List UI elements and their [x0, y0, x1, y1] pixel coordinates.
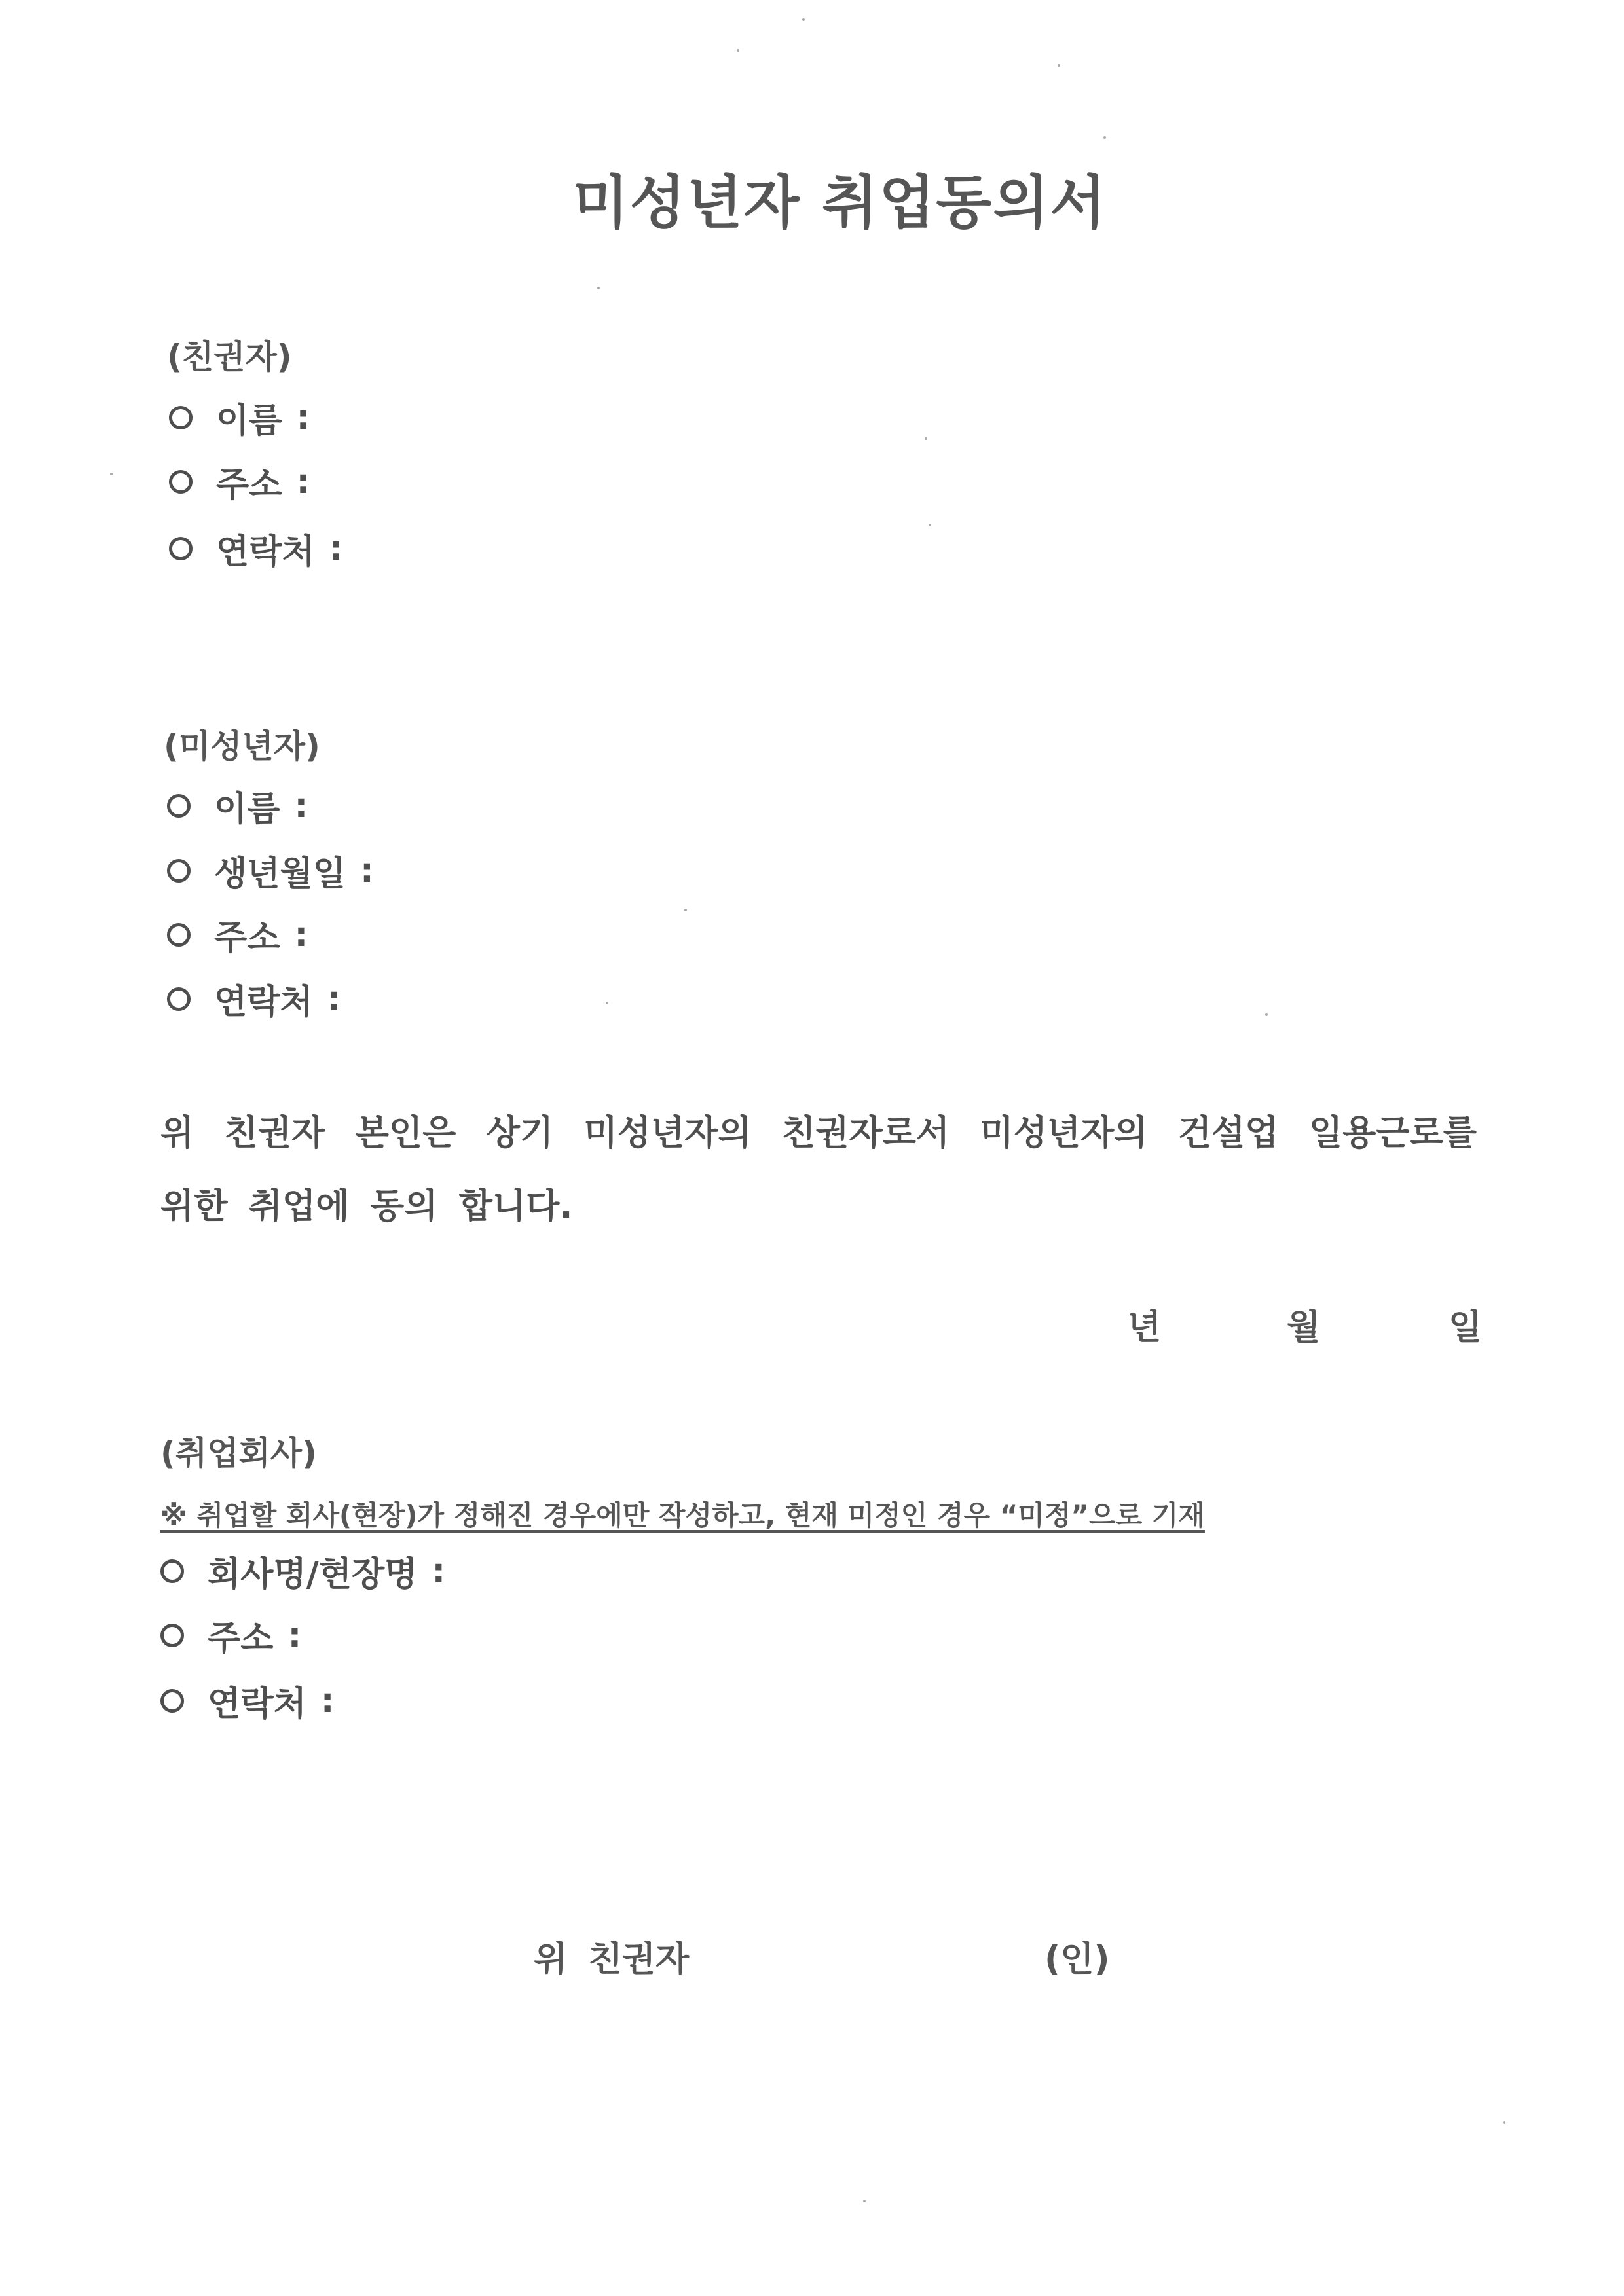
field-label: 연락처 — [216, 532, 315, 572]
consent-word: 건설업 — [1177, 1113, 1279, 1153]
scan-speck — [802, 18, 805, 21]
scan-speck — [863, 2200, 866, 2202]
field-colon: : — [294, 786, 308, 826]
minor-section-label: (미성년자) — [164, 727, 320, 765]
consent-word: 미성년자의 — [583, 1113, 752, 1153]
minor-address-field[interactable] — [167, 910, 308, 959]
consent-word: 일용근로를 — [1308, 1113, 1477, 1153]
consent-word: 친권자로서 — [782, 1113, 950, 1153]
date-month: 월 — [1287, 1307, 1321, 1347]
consent-line-1 — [160, 1105, 1477, 1155]
scan-speck — [929, 524, 931, 526]
field-colon: : — [329, 528, 343, 568]
company-contact-field[interactable] — [160, 1676, 335, 1725]
field-label: 이름 — [214, 790, 280, 829]
field-colon: : — [296, 462, 310, 501]
company-note: ※ 취업할 회사(현장)가 정해진 경우에만 작성하고, 현재 미정인 경우 “미정”으로 기재 — [160, 1499, 1205, 1531]
guardian-name-field[interactable] — [169, 393, 310, 442]
minor-birthdate-field[interactable] — [167, 846, 374, 895]
scan-speck — [1503, 2121, 1505, 2124]
bullet-circle-icon — [169, 406, 193, 429]
field-colon: : — [360, 850, 374, 890]
consent-word: 본인은 — [355, 1113, 456, 1153]
minor-contact-field[interactable] — [167, 974, 341, 1023]
signature-seal: (인) — [1044, 1939, 1110, 1979]
guardian-contact-field[interactable] — [169, 524, 343, 573]
field-colon: : — [294, 915, 308, 955]
consent-word: 친권자 — [224, 1113, 325, 1153]
bullet-circle-icon — [169, 470, 193, 494]
date-year: 년 — [1128, 1307, 1162, 1347]
company-name-field[interactable] — [160, 1546, 445, 1595]
field-colon: : — [320, 1681, 335, 1721]
consent-line-2: 위한 취업에 동의 합니다. — [160, 1186, 573, 1226]
field-colon: : — [432, 1551, 446, 1591]
consent-word: 미성년자의 — [980, 1113, 1148, 1153]
bullet-circle-icon — [160, 1689, 184, 1713]
consent-word: 상기 — [486, 1113, 554, 1153]
field-label: 회사명/현장명 — [208, 1555, 418, 1594]
field-label: 연락처 — [214, 983, 313, 1022]
date-day: 일 — [1449, 1307, 1483, 1347]
page-title: 미성년자 취업동의서 — [572, 169, 1107, 236]
field-label: 생년월일 — [214, 854, 346, 894]
scan-speck — [737, 49, 739, 52]
consent-word: 위 — [160, 1113, 194, 1153]
guardian-section-label: (친권자) — [167, 338, 292, 376]
guardian-address-field[interactable] — [169, 457, 310, 506]
bullet-circle-icon — [160, 1559, 184, 1583]
field-label: 연락처 — [208, 1685, 306, 1724]
minor-name-field[interactable] — [167, 781, 308, 830]
scan-speck — [1265, 1013, 1268, 1016]
company-section-label: (취업회사) — [160, 1434, 317, 1472]
scan-speck — [606, 1002, 608, 1004]
consent-paragraph — [160, 1105, 1477, 1228]
field-colon: : — [327, 979, 341, 1019]
field-colon: : — [296, 397, 310, 437]
signature-label: 위 친권자 — [534, 1939, 690, 1979]
field-label: 이름 — [216, 401, 282, 441]
field-label: 주소 — [208, 1619, 274, 1658]
scan-speck — [925, 437, 927, 440]
scan-speck — [1058, 64, 1060, 67]
bullet-circle-icon — [167, 923, 191, 947]
scan-speck — [110, 473, 113, 475]
field-label: 주소 — [214, 919, 280, 958]
scan-speck — [1103, 136, 1106, 139]
field-colon: : — [287, 1615, 302, 1655]
scan-speck — [597, 287, 600, 289]
bullet-circle-icon — [167, 794, 191, 818]
bullet-circle-icon — [160, 1624, 184, 1647]
company-address-field[interactable] — [160, 1611, 301, 1660]
bullet-circle-icon — [167, 859, 191, 883]
field-label: 주소 — [216, 465, 282, 505]
scan-speck — [684, 909, 687, 911]
bullet-circle-icon — [169, 537, 193, 560]
bullet-circle-icon — [167, 987, 191, 1011]
